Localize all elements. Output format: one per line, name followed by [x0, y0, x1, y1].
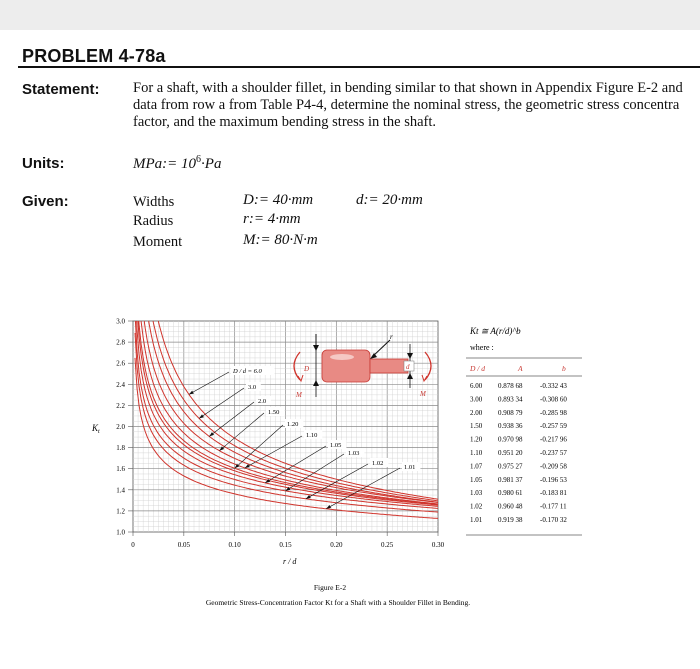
curve-label: 1.01 [404, 464, 416, 471]
diagram-label-r: r [390, 333, 393, 341]
shaft-small-section [370, 359, 408, 373]
table-cell-A: 0.980 61 [498, 489, 523, 498]
caption-line-2: Geometric Stress-Concentration Factor Kt for a Shaft with a Shoulder Fillet in Bending. [205, 598, 471, 607]
table-cell-A: 0.960 48 [498, 502, 523, 511]
given-M: M:= 80·N·m [243, 232, 318, 248]
x-tick-label: 0.05 [177, 541, 190, 549]
statement-text [133, 80, 700, 131]
table-cell-Dd: 3.00 [470, 395, 483, 404]
table-cell-A: 0.893 34 [498, 395, 523, 404]
table-cell-A: 0.919 38 [498, 516, 523, 524]
table-cell-Dd: 1.02 [470, 502, 483, 511]
y-axis-label: $K_t$ [92, 423, 100, 435]
curve-label: 1.50 [268, 409, 280, 416]
statement-line-1: For a shaft, with a shoulder fillet, in bending similar to that shown in Appendix Figure E-2 and [133, 80, 683, 96]
y-tick-label: 1.2 [116, 507, 125, 516]
table-cell-A: 0.938 36 [498, 422, 523, 431]
units-exponent: 6 [196, 154, 202, 165]
x-tick-label: 0.15 [279, 541, 292, 549]
x-tick-label: 0.30 [431, 541, 445, 549]
table-cell-b: -0.285 98 [540, 408, 567, 417]
title-rule [18, 66, 700, 68]
table-cell-A: 0.908 79 [498, 408, 523, 417]
table-cell-A: 0.970 98 [498, 435, 523, 444]
x-tick-label: 0.25 [381, 541, 394, 549]
widths-label: Widths [133, 194, 175, 210]
table-cell-A: 0.951 20 [498, 449, 523, 457]
units-tail: ·Pa [201, 156, 222, 172]
table-header-b: b [562, 364, 566, 373]
curve-label: 1.05 [330, 442, 342, 449]
y-tick-label: 1.6 [116, 465, 125, 474]
table-cell-b: -0.217 96 [540, 435, 567, 444]
table-cell-b: -0.196 53 [540, 475, 567, 484]
y-tick-label: 1.8 [116, 444, 125, 453]
y-tick-label: 2.6 [116, 359, 125, 368]
given-r: r:= 4·mm [243, 211, 301, 227]
curve-label: 1.20 [287, 421, 299, 428]
table-cell-b: -0.209 58 [540, 462, 567, 471]
curve-label: 1.10 [306, 432, 318, 439]
top-band [0, 0, 700, 30]
table-cell-b: -0.308 60 [540, 395, 567, 404]
table-cell-b: -0.257 59 [540, 422, 567, 431]
y-tick-label: 2.4 [116, 380, 125, 389]
table-cell-Dd: 6.00 [470, 382, 483, 390]
x-tick-label: 0.20 [330, 541, 343, 549]
table-cell-b: -0.177 11 [540, 502, 567, 511]
table-cell-Dd: 2.00 [470, 408, 483, 417]
curve-label: 1.02 [372, 460, 384, 467]
table-cell-A: 0.878 68 [498, 382, 523, 390]
curve-label: 2.0 [258, 398, 267, 405]
table-header-Dd: D / d [470, 364, 485, 373]
figure-e2 [0, 300, 700, 669]
statement-line-2: data from row a from Table P4-4, determine the nominal stress, the geometric stress concentra [133, 97, 680, 113]
y-tick-label: 2.2 [116, 401, 125, 410]
table-cell-Dd: 1.10 [470, 449, 483, 457]
table-cell-b: -0.332 43 [540, 382, 567, 390]
given-d: d:= 20·mm [356, 192, 423, 208]
table-cell-Dd: 1.50 [470, 422, 483, 431]
y-tick-label: 2.8 [116, 338, 125, 347]
y-tick-label: 2.0 [116, 423, 125, 431]
table-header-A: A [518, 364, 523, 373]
coefficient-table [466, 358, 582, 535]
table-cell-Dd: 1.05 [470, 475, 483, 484]
formula-where: where : [470, 343, 494, 352]
units-expr: MPa:= 10 [133, 156, 197, 172]
shaft-highlight [330, 354, 354, 360]
caption-line-1: Figure E-2 [313, 583, 347, 592]
diagram-label-M-left: M [296, 391, 302, 399]
moment-label: Moment [133, 234, 183, 250]
table-cell-b: -0.170 32 [540, 516, 567, 524]
x-tick-label: 0 [131, 541, 135, 549]
given-label: Given: [22, 193, 69, 210]
statement-line-3: factor, and the maximum bending stress in the shaft. [133, 114, 437, 130]
table-cell-Dd: 1.03 [470, 489, 483, 498]
table-cell-Dd: 1.01 [470, 516, 483, 524]
y-tick-label: 3.0 [116, 317, 125, 326]
problem-title: PROBLEM 4-78a [22, 46, 166, 66]
table-cell-A: 0.981 37 [498, 475, 523, 484]
table-cell-b: -0.183 81 [540, 489, 567, 498]
statement-label: Statement: [22, 81, 100, 98]
diagram-label-D: D [304, 365, 310, 373]
x-axis-label: r / d [283, 557, 297, 566]
units-label: Units: [22, 155, 65, 172]
radius-label: Radius [133, 213, 174, 229]
y-tick-label: 1.0 [116, 528, 125, 537]
diagram-label-d: d [406, 363, 410, 371]
x-tick-label: 0.10 [228, 541, 241, 549]
y-tick-label: 1.4 [116, 486, 125, 495]
table-cell-b: -0.237 57 [540, 449, 567, 457]
diagram-label-M-right: M [420, 390, 426, 398]
given-D: D:= 40·mm [243, 192, 314, 208]
curve-label: 1.03 [348, 450, 360, 457]
fit-formula [469, 326, 521, 352]
table-cell-A: 0.975 27 [498, 462, 523, 471]
table-cell-Dd: 1.07 [470, 462, 483, 471]
units-expression [133, 154, 221, 173]
table-cell-Dd: 1.20 [470, 435, 483, 444]
formula-text: Kt ≅ A(r/d)^b [470, 326, 521, 336]
curve-label: D / d = 6.0 [233, 368, 262, 375]
curve-label: 3.0 [248, 384, 257, 391]
